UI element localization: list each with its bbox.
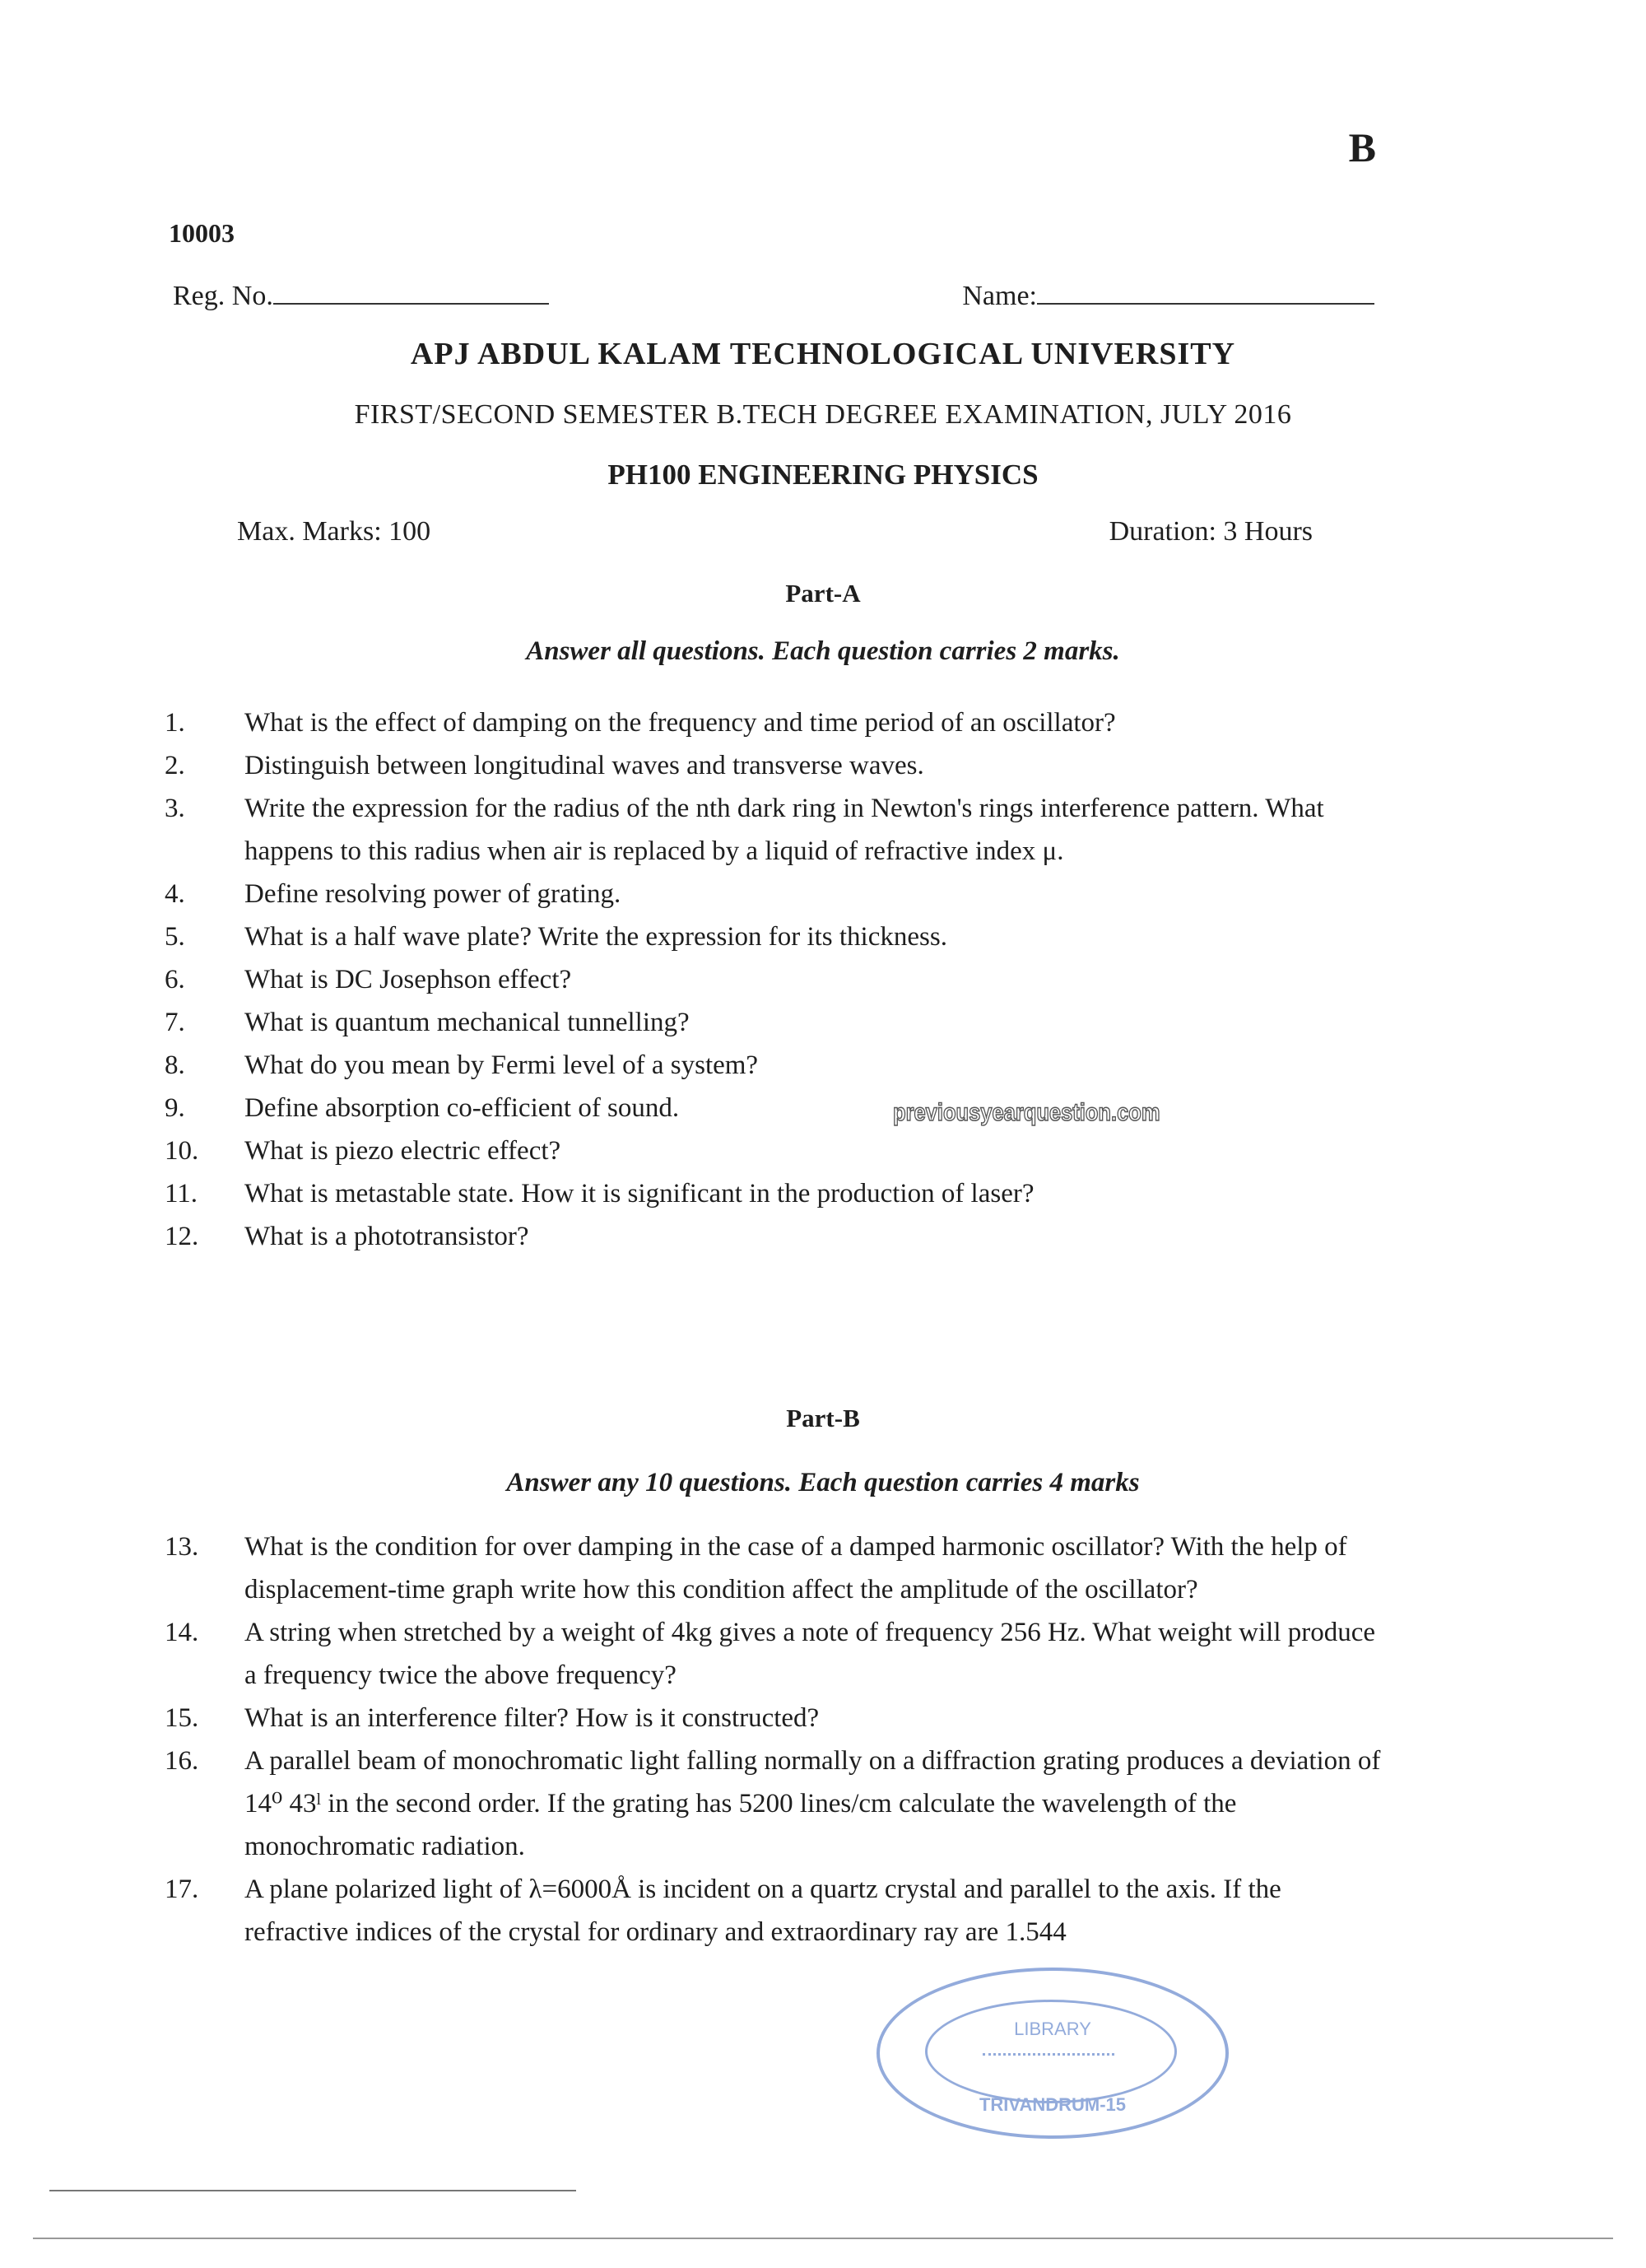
question-item (165, 1087, 1391, 1129)
question-text: A string when stretched by a weight of 4kg gives a note of frequency 256 Hz. What weight will produce a frequency twice the above frequency? (244, 1618, 1376, 1690)
question-item (165, 1868, 1391, 1954)
page-bottom-rule-left (49, 2190, 576, 2191)
subject-title: PH100 ENGINEERING PHYSICS (607, 459, 1039, 491)
question-item (165, 744, 1391, 787)
question-number: 3. (165, 794, 185, 823)
part-a-title: Part-A (785, 579, 861, 608)
question-item (165, 1739, 1391, 1868)
question-item (165, 1525, 1391, 1611)
university-name: APJ ABDUL KALAM TECHNOLOGICAL UNIVERSITY (410, 337, 1236, 371)
question-text: A parallel beam of monochromatic light falling normally on a diffraction grating produces a deviation of 14⁰ 43ˡ in the second order. If the grating has 5200 lines/cm calculate the wavelength of the monochromatic radiation. (244, 1746, 1381, 1861)
reg-no-blank (273, 280, 549, 305)
question-item (165, 915, 1391, 958)
exam-title: FIRST/SECOND SEMESTER B.TECH DEGREE EXAMINATION, JULY 2016 (354, 399, 1292, 430)
question-item (165, 1001, 1391, 1044)
watermark-stamp: previousyearquestion.com (893, 1099, 1160, 1126)
question-number: 14. (165, 1618, 199, 1647)
question-number: 10. (165, 1136, 199, 1166)
candidate-info-row (173, 280, 1374, 312)
seal-inner-text: LIBRARY (1014, 2019, 1091, 2039)
question-text: What is a phototransistor? (244, 1222, 529, 1251)
question-text: Distinguish between longitudinal waves and transverse waves. (244, 751, 924, 780)
question-number: 7. (165, 1008, 185, 1037)
question-item (165, 873, 1391, 915)
question-item (165, 1129, 1391, 1172)
question-text: What is piezo electric effect? (244, 1136, 561, 1166)
question-text: What is the condition for over damping in the case of a damped harmonic oscillator? With the help of displacement-time graph write how this condition affect the amplitude of the oscillator? (244, 1532, 1347, 1604)
name-blank (1037, 280, 1374, 305)
question-text: What is quantum mechanical tunnelling? (244, 1008, 690, 1037)
question-item (165, 1215, 1391, 1258)
seal-inner-ring (925, 2000, 1177, 2103)
question-item (165, 1044, 1391, 1087)
paper-code: 10003 (169, 218, 235, 248)
question-item (165, 1611, 1391, 1697)
question-item (165, 1172, 1391, 1215)
question-number: 17. (165, 1874, 199, 1904)
question-number: 4. (165, 879, 185, 909)
question-number: 6. (165, 965, 185, 994)
name-field (962, 280, 1374, 312)
part-a-question-list (165, 701, 1391, 1258)
question-text: A plane polarized light of λ=6000Å is incident on a quartz crystal and parallel to the axis. If the refractive indices of the crystal for ordinary and extraordinary ray are 1.544 (244, 1874, 1281, 1947)
question-text: What is DC Josephson effect? (244, 965, 572, 994)
part-b-title: Part-B (786, 1404, 860, 1432)
seal-ring-text: TRIVANDRUM-15 (979, 2094, 1127, 2115)
question-number: 12. (165, 1222, 199, 1251)
question-number: 9. (165, 1093, 185, 1123)
reg-no-label: Reg. No. (173, 281, 273, 311)
question-number: 16. (165, 1746, 199, 1776)
question-text: Write the expression for the radius of the nth dark ring in Newton's rings interference pattern. What happens to this radius when air is replaced by a liquid of refractive index μ. (244, 794, 1324, 866)
part-b-instruction: Answer any 10 questions. Each question carries 4 marks (506, 1468, 1140, 1497)
library-seal-stamp (876, 1968, 1229, 2139)
page-bottom-rule (33, 2238, 1613, 2239)
seal-signature-line (983, 2053, 1114, 2056)
question-number: 13. (165, 1532, 199, 1562)
question-text: What do you mean by Fermi level of a system? (244, 1050, 759, 1080)
reg-no-field (173, 280, 549, 312)
question-number: 2. (165, 751, 185, 780)
question-number: 1. (165, 708, 185, 738)
question-text: Define absorption co-efficient of sound. (244, 1093, 680, 1123)
part-a-instruction: Answer all questions. Each question carries 2 marks. (526, 636, 1120, 666)
question-text: What is a half wave plate? Write the expression for its thickness. (244, 922, 947, 952)
duration: Duration: 3 Hours (1109, 516, 1313, 547)
name-label: Name: (962, 281, 1037, 311)
question-number: 11. (165, 1179, 198, 1209)
max-marks: Max. Marks: 100 (237, 516, 431, 547)
question-text: Define resolving power of grating. (244, 879, 621, 909)
part-b-question-list (165, 1525, 1391, 1954)
question-text: What is an interference filter? How is it constructed? (244, 1703, 820, 1733)
marks-duration-row (237, 516, 1313, 547)
question-number: 15. (165, 1703, 199, 1733)
question-item (165, 1697, 1391, 1739)
question-number: 8. (165, 1050, 185, 1080)
question-text: What is metastable state. How it is significant in the production of laser? (244, 1179, 1035, 1209)
question-item (165, 958, 1391, 1001)
question-item (165, 701, 1391, 744)
question-number: 5. (165, 922, 185, 952)
series-letter: B (1348, 124, 1376, 170)
question-text: What is the effect of damping on the frequency and time period of an oscillator? (244, 708, 1116, 738)
question-item (165, 787, 1391, 873)
